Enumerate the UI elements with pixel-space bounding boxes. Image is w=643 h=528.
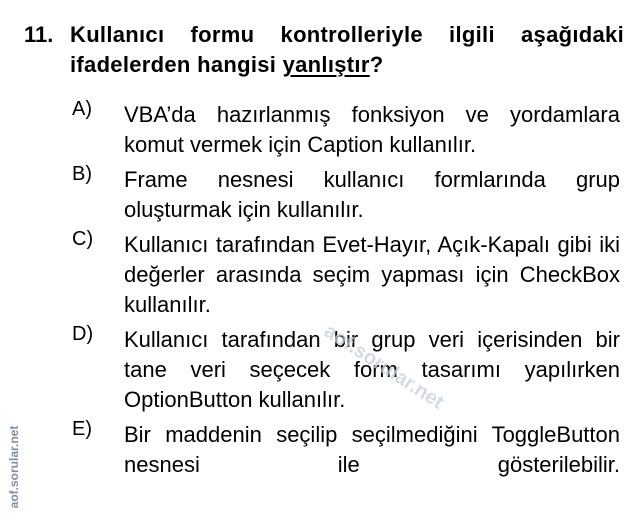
question-number: 11.: [24, 22, 54, 47]
option-a[interactable]: [72, 100, 620, 160]
option-letter: D): [72, 323, 94, 345]
answer-options: [72, 100, 620, 485]
option-letter: C): [72, 228, 94, 250]
question-text-main: Kullanıcı formu kontrolleriyle ilgili aşağıdaki ifadelerden hangisi: [70, 22, 624, 77]
option-letter: E): [72, 418, 92, 440]
option-letter: B): [72, 163, 92, 185]
question-row: [24, 20, 624, 80]
side-watermark: [4, 420, 24, 520]
option-text: Kullanıcı tarafından Evet-Hayır, Açık-Kapalı gibi iki değerler arasında seçim yapması için CheckBox kullanılır.: [124, 232, 620, 317]
option-e[interactable]: [72, 420, 620, 480]
option-b[interactable]: [72, 165, 620, 225]
question: [24, 20, 624, 80]
side-watermark-text: aof.sorular.net: [7, 425, 21, 509]
question-text-end: ?: [369, 52, 384, 77]
option-letter: A): [72, 98, 92, 120]
question-emphasis: yanlıştır: [282, 52, 370, 77]
option-text: Frame nesnesi kullanıcı formlarında grup oluşturmak için kullanılır.: [124, 167, 620, 222]
diagonal-watermark: aof.sorular.net: [320, 320, 448, 414]
question-text: [70, 20, 624, 80]
option-text: VBA’da hazırlanmış fonksiyon ve yordamlara komut vermek için Caption kullanılır.: [124, 102, 620, 157]
option-text: Bir maddenin seçilip seçilmediğini ToggleButton nesnesi ile gösterilebilir.: [124, 422, 620, 477]
option-text: Kullanıcı tarafından bir grup veri içerisinden bir tane veri seçecek form tasarımı yapılırken OptionButton kullanılır.: [124, 327, 620, 412]
option-c[interactable]: [72, 230, 620, 320]
